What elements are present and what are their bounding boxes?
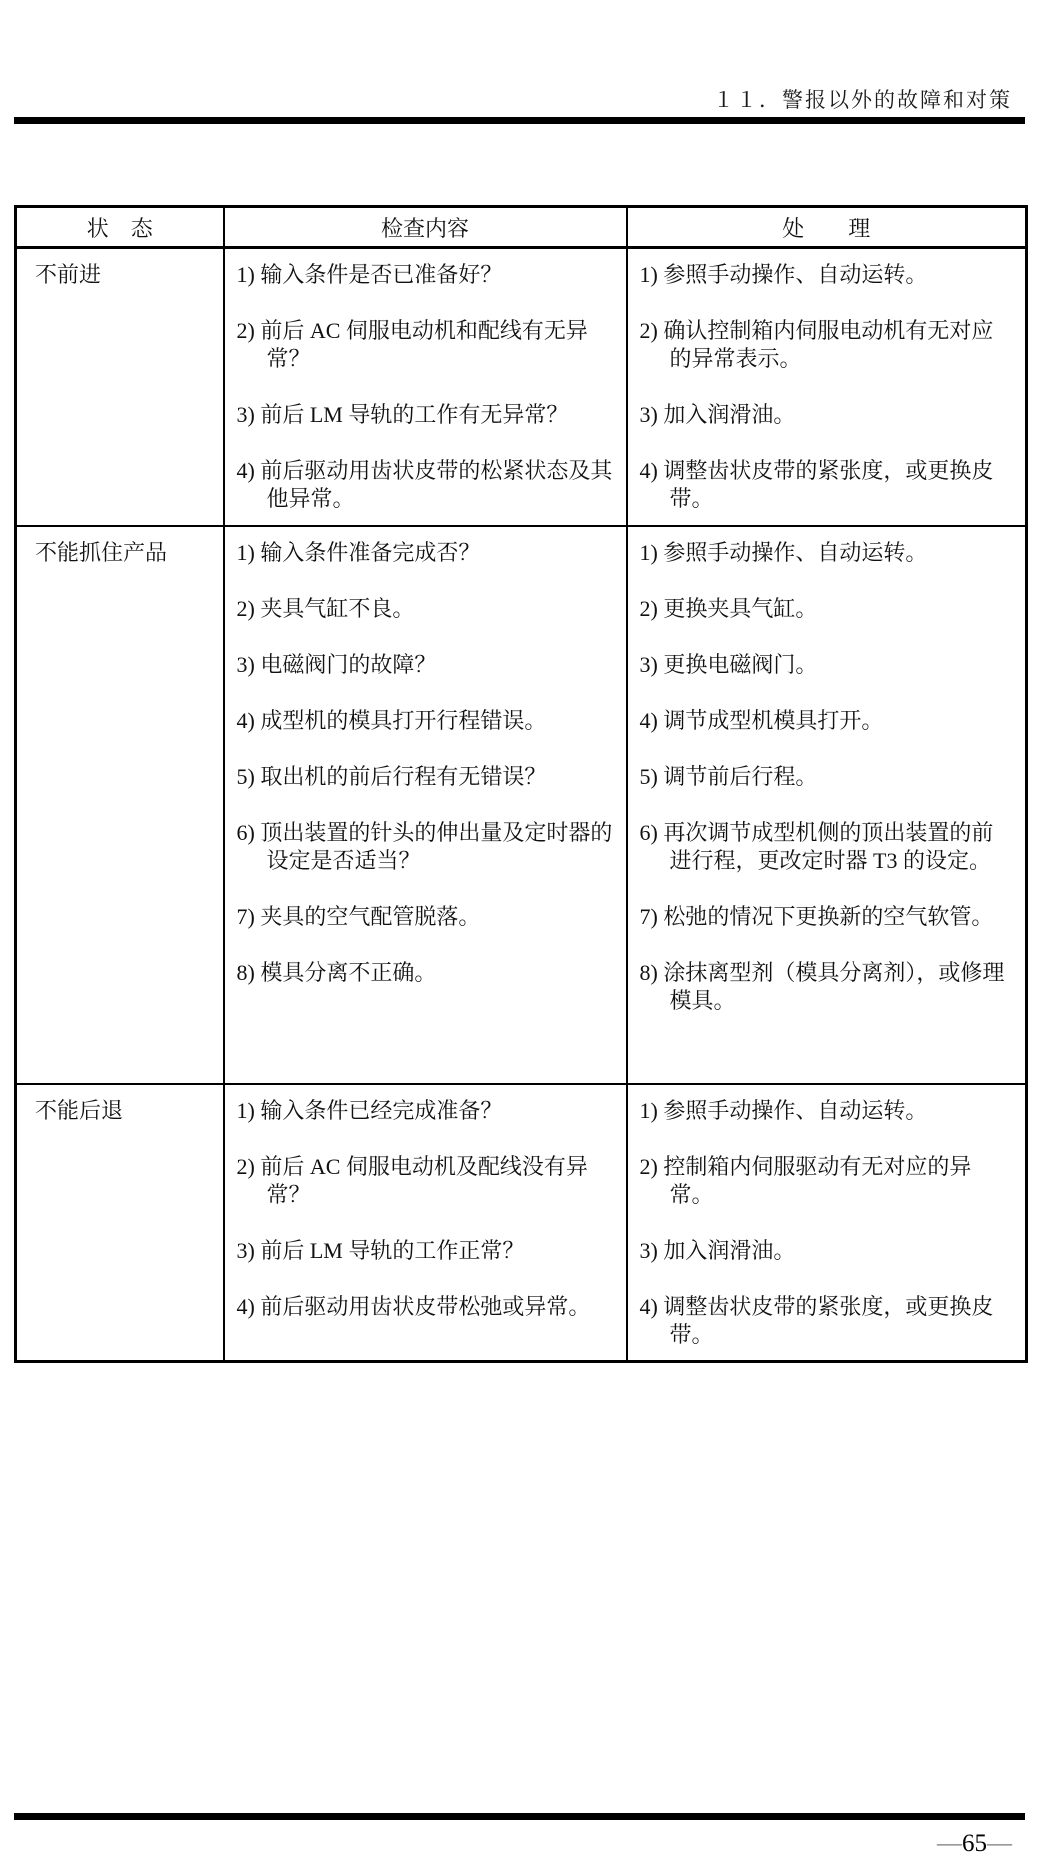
table-header-row — [16, 207, 1027, 248]
check-item: 4) 前后驱动用齿状皮带的松紧状态及其他异常。 — [236, 458, 613, 511]
chapter-heading: １１．警报以外的故障和对策 — [713, 88, 1012, 112]
table-row — [16, 1084, 1027, 1362]
checks-cell — [224, 1084, 627, 1362]
action-item: 6) 再次调节成型机侧的顶出装置的前进行程，更改定时器 T3 的设定。 — [639, 819, 994, 873]
page-number-dash-right: — — [987, 1830, 1012, 1857]
column-header-actions: 处 理 — [627, 207, 1027, 248]
actions-cell — [627, 1084, 1027, 1362]
table-row — [16, 526, 1027, 1084]
checks-cell — [224, 248, 627, 526]
check-item: 3) 前后 LM 导轨的工作有无异常？ — [236, 402, 569, 427]
check-item: 2) 夹具气缸不良。 — [236, 595, 415, 621]
table-row — [16, 248, 1027, 526]
column-header-status: 状 态 — [16, 207, 224, 248]
checks-cell — [224, 526, 627, 1084]
check-item: 4) 前后驱动用齿状皮带松弛或异常。 — [236, 1293, 591, 1319]
check-item: 2) 前后 AC 伺服电动机和配线有无异常？ — [236, 318, 588, 371]
action-item: 1) 参照手动操作、自动运转。 — [639, 1097, 928, 1123]
status-label: 不能后退 — [35, 1097, 124, 1123]
status-cell — [16, 248, 224, 526]
column-header-checks: 检查内容 — [224, 207, 627, 248]
check-item: 1) 输入条件是否已准备好？ — [236, 262, 503, 287]
check-item: 2) 前后 AC 伺服电动机及配线没有异常？ — [236, 1153, 588, 1207]
actions-cell — [627, 526, 1027, 1084]
check-item: 3) 前后 LM 导轨的工作正常？ — [236, 1237, 525, 1263]
action-item: 4) 调节成型机模具打开。 — [639, 707, 884, 733]
action-item: 3) 更换电磁阀门。 — [639, 651, 818, 677]
status-cell — [16, 1084, 224, 1362]
actions-cell — [627, 248, 1027, 526]
status-label: 不能抓住产品 — [35, 539, 168, 565]
action-item: 3) 加入润滑油。 — [639, 402, 796, 427]
action-item: 7) 松弛的情况下更换新的空气软管。 — [639, 903, 994, 929]
table-body — [16, 248, 1027, 1362]
status-cell — [16, 526, 224, 1084]
status-label: 不前进 — [35, 262, 102, 287]
action-item: 8) 涂抹离型剂（模具分离剂），或修理模具。 — [639, 959, 1005, 1013]
footer-rule — [14, 1813, 1025, 1820]
check-item: 5) 取出机的前后行程有无错误？ — [236, 763, 547, 789]
check-item: 3) 电磁阀门的故障？ — [236, 651, 437, 677]
troubleshooting-table — [14, 205, 1028, 1363]
action-item: 3) 加入润滑油。 — [639, 1237, 796, 1263]
check-item: 6) 顶出装置的针头的伸出量及定时器的设定是否适当？ — [236, 819, 613, 873]
action-item: 4) 调整齿状皮带的紧张度，或更换皮带。 — [639, 458, 994, 511]
action-item: 5) 调节前后行程。 — [639, 763, 818, 789]
check-item: 1) 输入条件已经完成准备？ — [236, 1097, 503, 1123]
check-item: 8) 模具分离不正确。 — [236, 959, 437, 985]
check-item: 7) 夹具的空气配管脱落。 — [236, 903, 481, 929]
check-item: 4) 成型机的模具打开行程错误。 — [236, 707, 547, 733]
action-item: 1) 参照手动操作、自动运转。 — [639, 262, 928, 287]
action-item: 2) 控制箱内伺服驱动有无对应的异常。 — [639, 1153, 972, 1207]
action-item: 2) 更换夹具气缸。 — [639, 595, 818, 621]
page-number — [937, 1830, 1012, 1858]
page-number-value: 65 — [962, 1830, 987, 1857]
action-item: 4) 调整齿状皮带的紧张度，或更换皮带。 — [639, 1293, 994, 1347]
page-number-dash-left: — — [937, 1830, 962, 1857]
header-rule — [14, 117, 1025, 124]
action-item: 2) 确认控制箱内伺服电动机有无对应的异常表示。 — [639, 318, 994, 371]
check-item: 1) 输入条件准备完成否？ — [236, 539, 481, 565]
action-item: 1) 参照手动操作、自动运转。 — [639, 539, 928, 565]
